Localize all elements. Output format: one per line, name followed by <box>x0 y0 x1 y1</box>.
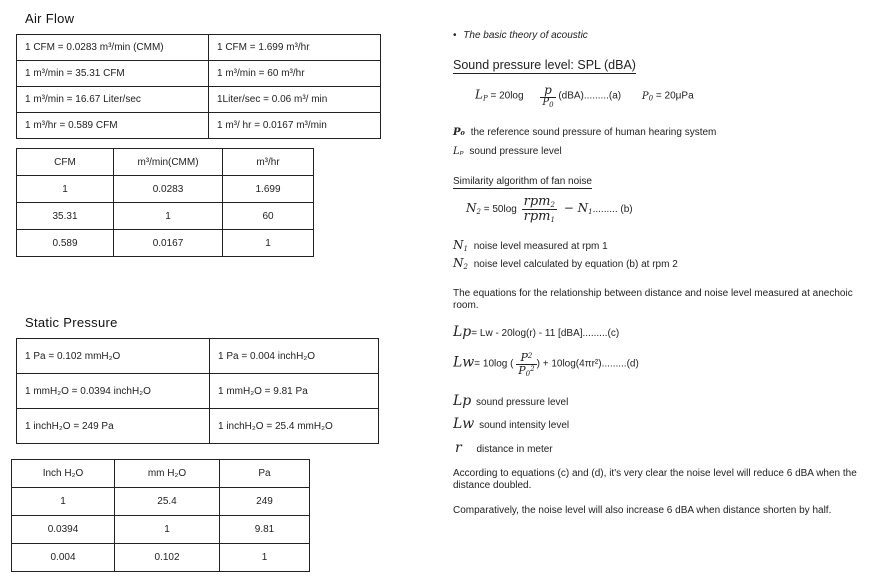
conversion-cell: 1 Pa = 0.102 mmH₂O <box>17 339 210 374</box>
table-cell: 1.699 <box>223 176 314 203</box>
airflow-conversion-table <box>16 34 381 139</box>
conversion-cell: 1 CFM = 0.0283 m³/min (CMM) <box>17 35 209 61</box>
conclusion-paragraph-2: Comparatively, the noise level will also increase 6 dBA when distance shorten by half. <box>453 505 832 516</box>
table-row <box>17 230 314 257</box>
table-row <box>17 61 381 87</box>
table-row <box>12 544 310 572</box>
definition-n1: $N_1$ noise level measured at rpm 1 <box>453 238 608 253</box>
static-pressure-title: Static Pressure <box>25 315 118 330</box>
table-cell: 25.4 <box>115 488 220 516</box>
column-header: m³/hr <box>223 149 314 176</box>
fraction-p-squared: $\frac{P^2}{P_0^2}$ <box>518 351 535 378</box>
fraction-p-over-p0: $\frac{p}{P_0}$ <box>542 83 554 109</box>
conversion-cell: 1Liter/sec = 0.06 m³/ min <box>209 87 381 113</box>
table-cell: 0.0394 <box>12 516 115 544</box>
spl-heading: Sound pressure level: SPL (dBA) <box>453 58 636 72</box>
table-cell: 35.31 <box>17 203 114 230</box>
table-row <box>17 339 379 374</box>
table-cell: 1 <box>115 516 220 544</box>
conversion-cell: 1 m³/min = 60 m³/hr <box>209 61 381 87</box>
table-row <box>17 35 381 61</box>
conversion-cell: 1 m³/ hr = 0.0167 m³/min <box>209 113 381 139</box>
table-cell: 249 <box>220 488 310 516</box>
similarity-heading: Similarity algorithm of fan noise <box>453 176 592 187</box>
conclusion-paragraph-1: According to equations (c) and (d), it's very clear the noise level will reduce 6 dBA when the distance doubled. <box>453 468 857 491</box>
conversion-cell: 1 CFM = 1.699 m³/hr <box>209 35 381 61</box>
table-cell: 0.0283 <box>114 176 223 203</box>
conversion-cell: 1 m³/min = 35.31 CFM <box>17 61 209 87</box>
table-row <box>17 374 379 409</box>
pressure-value-table <box>11 459 310 572</box>
table-row <box>17 409 379 444</box>
table-row <box>17 113 381 139</box>
distance-paragraph: The equations for the relationship between distance and noise level measured at anechoic room. <box>453 288 853 311</box>
conversion-cell: 1 mmH₂O = 9.81 Pa <box>210 374 379 409</box>
intro-text: The basic theory of acoustic <box>463 30 588 41</box>
table-cell: 1 <box>114 203 223 230</box>
equation-b: $N_2 = 50\log$ $\frac{rpm_2}{rpm_1}$ − $N_1$......... (b) <box>466 194 633 224</box>
table-cell: 1 <box>12 488 115 516</box>
conversion-cell: 1 m³/min = 16.67 Liter/sec <box>17 87 209 113</box>
equation-c: Lp= Lw - 20log(r) - 11 [dBA].........(c) <box>453 324 620 340</box>
table-row <box>17 87 381 113</box>
equation-a: $L_P = 20\log$ $\frac{p}{P_0}$ (dBA).........(a) $P_0 = 20\mu Pa$ <box>475 83 694 109</box>
column-header: Inch H₂O <box>12 460 115 488</box>
conversion-cell: 1 Pa = 0.004 inchH₂O <box>210 339 379 374</box>
bullet-icon: • <box>453 30 457 41</box>
table-cell: 0.004 <box>12 544 115 572</box>
column-header: CFM <box>17 149 114 176</box>
conversion-cell: 1 inchH₂O = 25.4 mmH₂O <box>210 409 379 444</box>
airflow-title: Air Flow <box>25 11 75 26</box>
definition-lw: Lw sound intensity level <box>453 416 570 432</box>
table-cell: 1 <box>17 176 114 203</box>
fraction-rpm: $\frac{rpm_2}{rpm_1}$ <box>523 194 555 224</box>
table-cell: 1 <box>223 230 314 257</box>
table-cell: 1 <box>220 544 310 572</box>
column-header: m³/min(CMM) <box>114 149 223 176</box>
table-row <box>17 176 314 203</box>
table-cell: 60 <box>223 203 314 230</box>
conversion-cell: 1 mmH₂O = 0.0394 inchH₂O <box>17 374 210 409</box>
pressure-conversion-table <box>16 338 379 444</box>
table-cell: 0.0167 <box>114 230 223 257</box>
table-cell: 0.102 <box>115 544 220 572</box>
definition-n2: $N_2$ noise level calculated by equation (b) at rpm 2 <box>453 256 678 271</box>
table-header-row <box>12 460 310 488</box>
column-header: Pa <box>220 460 310 488</box>
table-cell: 0.589 <box>17 230 114 257</box>
column-header: mm H₂O <box>115 460 220 488</box>
definition-r: r distance in meter <box>455 440 553 456</box>
table-row <box>12 516 310 544</box>
table-header-row <box>17 149 314 176</box>
conversion-cell: 1 m³/hr = 0.589 CFM <box>17 113 209 139</box>
table-row <box>12 488 310 516</box>
table-row <box>17 203 314 230</box>
table-cell: 9.81 <box>220 516 310 544</box>
definition-lp: Lₚ sound pressure level <box>453 146 562 157</box>
equation-d: Lw= 10log ( $\frac{P^2}{P_0^2}$ ) + 10log(4πr²).........(d) <box>453 351 639 378</box>
conversion-cell: 1 inchH₂O = 249 Pa <box>17 409 210 444</box>
definition-p0: P₀ the reference sound pressure of human hearing system <box>453 127 717 138</box>
definition-lp-2: Lp sound pressure level <box>453 393 569 409</box>
acoustic-intro <box>453 30 588 41</box>
airflow-value-table <box>16 148 314 257</box>
